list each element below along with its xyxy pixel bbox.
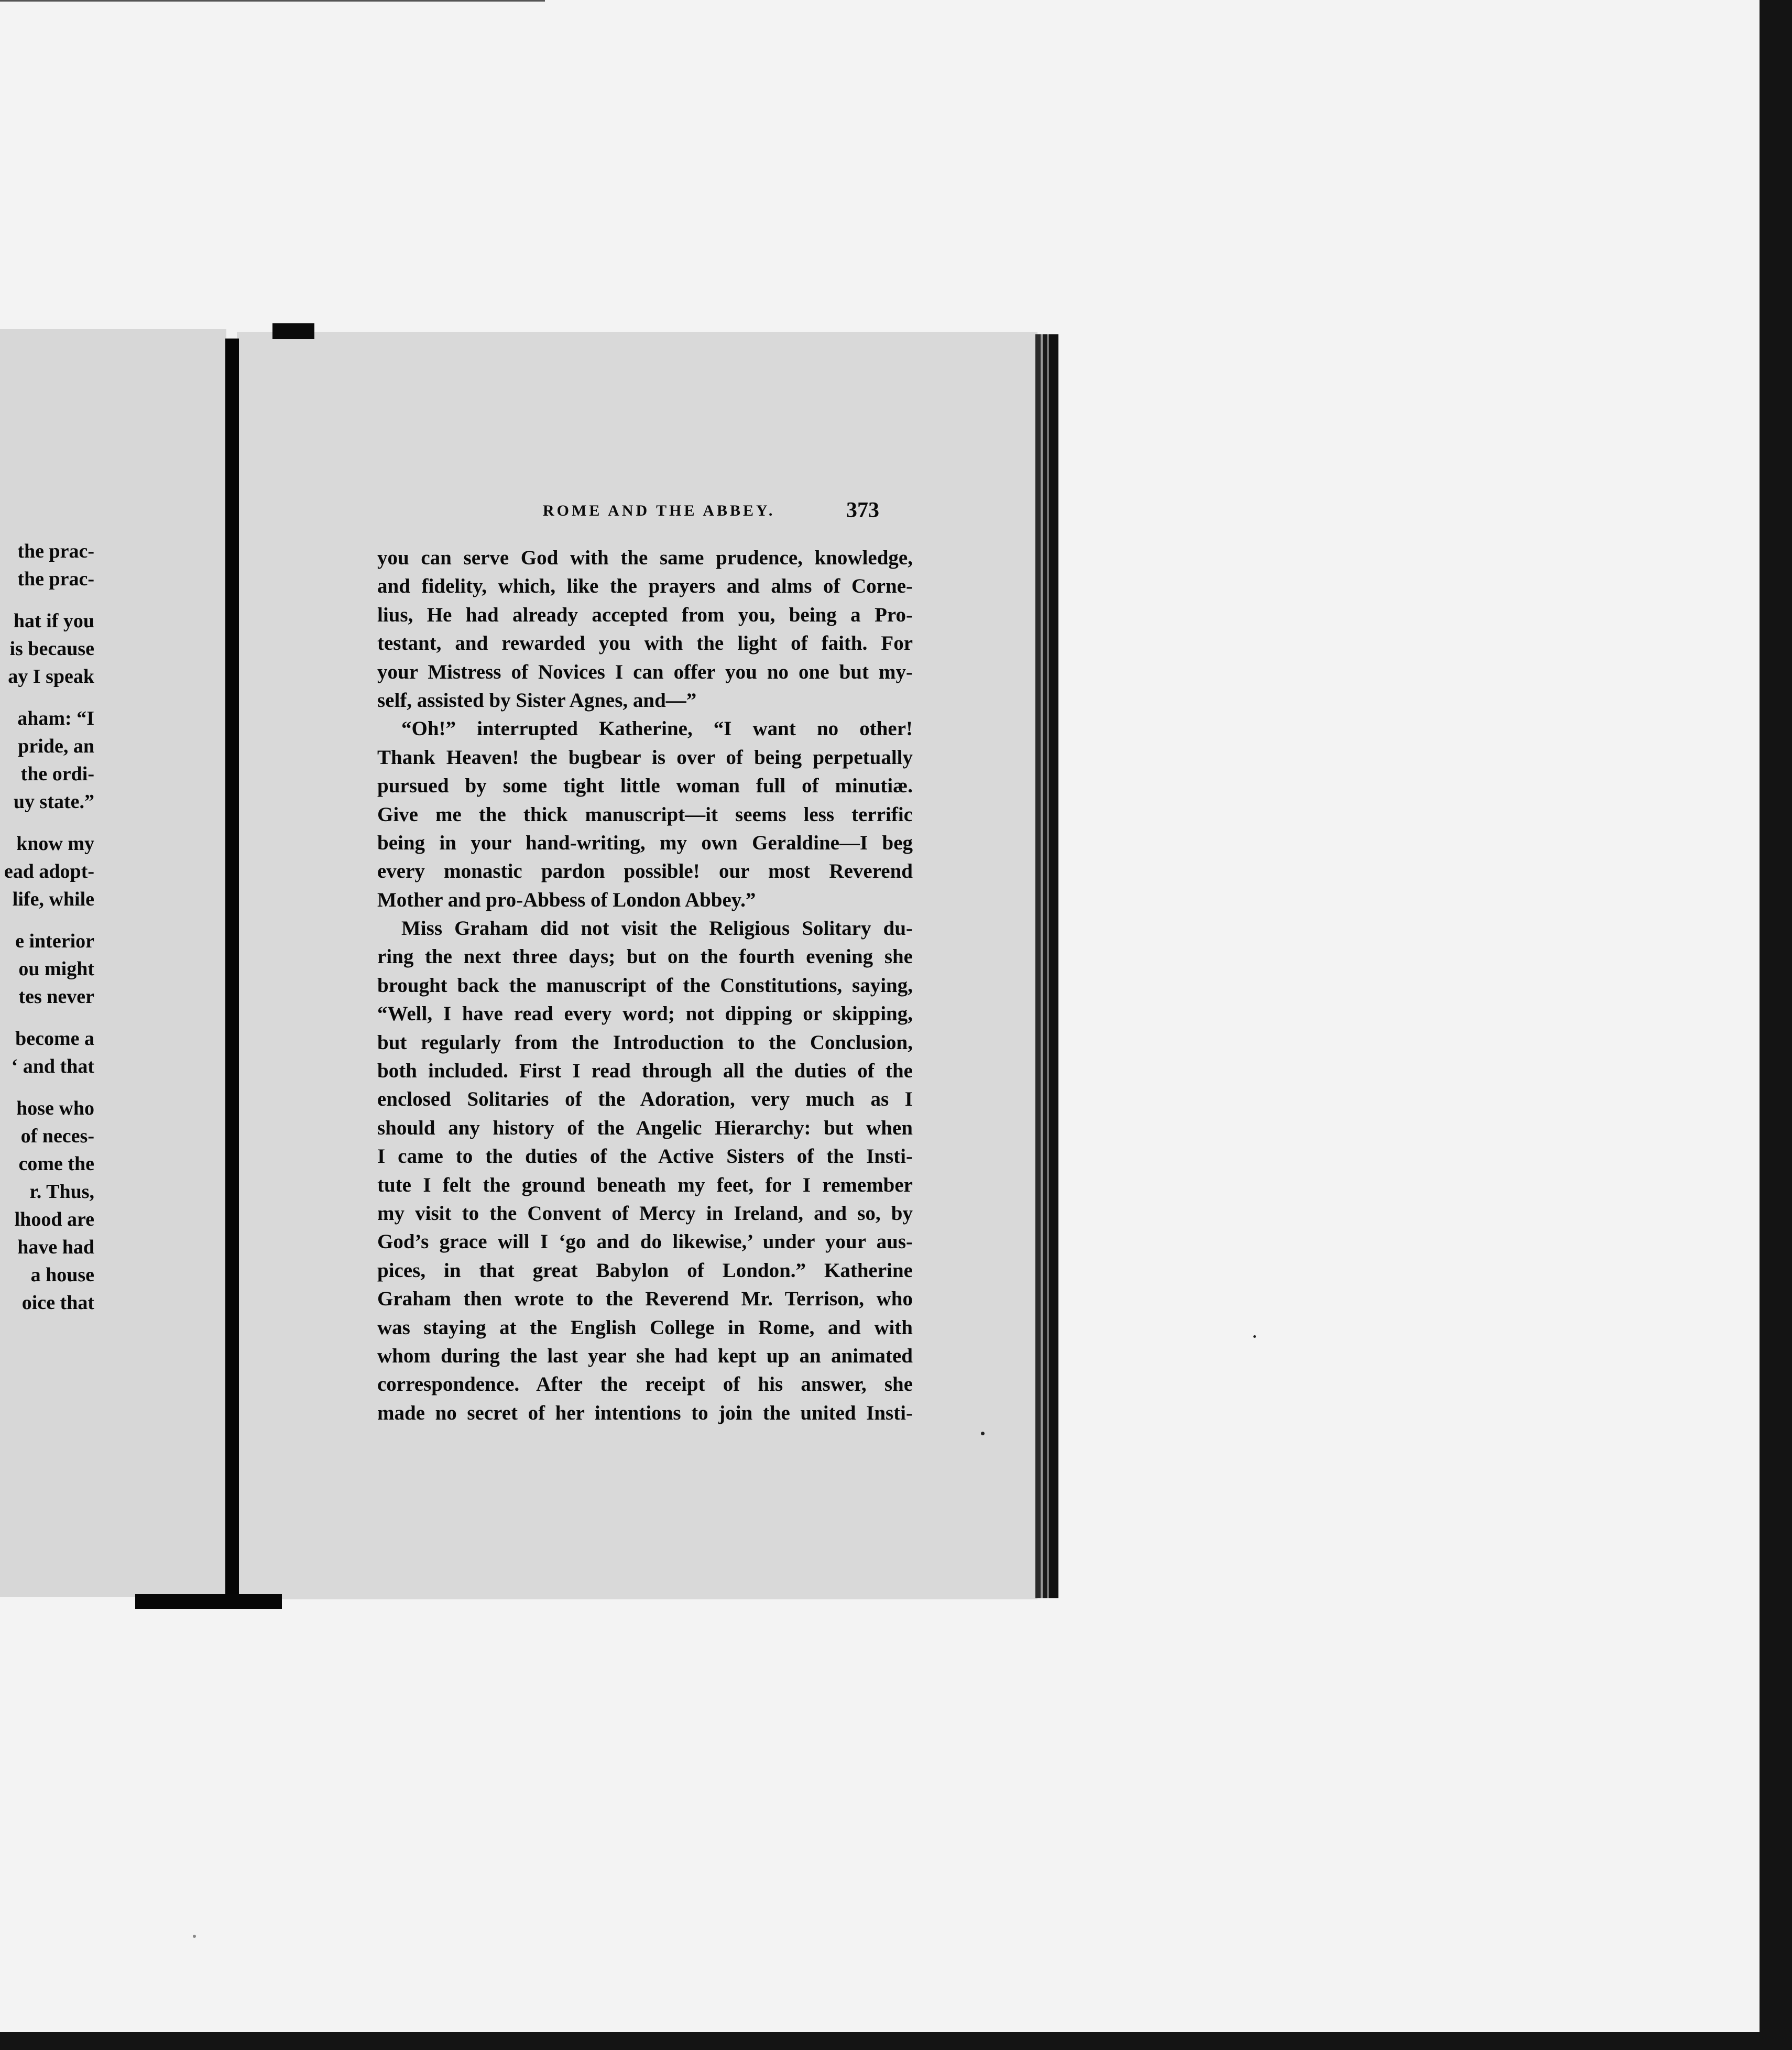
dust-speck	[1253, 1335, 1256, 1338]
text-line: Mother and pro-Abbess of London Abbey.”	[377, 888, 756, 911]
left-line: come the	[18, 1153, 94, 1175]
left-line: the prac-	[17, 568, 94, 590]
text-line: your Mistress of Novices I can offer you no one but my-	[377, 660, 913, 683]
text-line: Give me the thick manuscript—it seems less terrific	[377, 803, 913, 826]
left-line: the prac-	[17, 540, 94, 562]
left-line: r. Thus,	[29, 1181, 94, 1203]
scan-border-bottom	[0, 2032, 1792, 2050]
left-line: hose who	[16, 1097, 94, 1119]
left-line: of neces-	[20, 1125, 94, 1147]
dust-speck	[193, 1935, 196, 1938]
left-line: become a	[15, 1028, 94, 1050]
left-line: e interior	[15, 930, 94, 952]
text-line: tute I felt the ground beneath my feet, for I remember	[377, 1173, 913, 1196]
text-line: Miss Graham did not visit the Religious Solitary du-	[401, 917, 913, 940]
left-line: ay I speak	[8, 666, 94, 688]
text-line: enclosed Solitaries of the Adoration, very much as I	[377, 1088, 913, 1111]
page-number: 373	[846, 498, 879, 522]
text-line: testant, and rewarded you with the light of faith. For	[377, 632, 913, 655]
scan-top-edge	[0, 0, 545, 2]
left-line: aham: “I	[17, 707, 94, 729]
text-line: correspondence. After the receipt of his answer, she	[377, 1373, 913, 1396]
text-line: you can serve God with the same prudence, knowledge,	[377, 547, 913, 569]
left-line: ead adopt-	[4, 860, 94, 882]
text-line: but regularly from the Introduction to the Conclusion,	[377, 1031, 913, 1054]
text-line: made no secret of her intentions to join the united Insti-	[377, 1401, 913, 1424]
left-line: oice that	[21, 1292, 94, 1314]
text-line: was staying at the English College in Rome, and with	[377, 1316, 913, 1339]
left-page-text	[0, 538, 94, 1317]
text-line: should any history of the Angelic Hierarchy: but when	[377, 1116, 913, 1139]
left-line: life, while	[12, 888, 94, 910]
text-line: ring the next three days; but on the fourth evening she	[377, 945, 913, 968]
gutter-top-tab	[272, 323, 314, 339]
text-line: brought back the manuscript of the Constitutions, saying,	[377, 974, 913, 997]
left-line: hat if you	[13, 610, 94, 632]
left-line: pride, an	[18, 735, 94, 757]
text-line: God’s grace will I ‘go and do likewise,’ under your aus-	[377, 1230, 913, 1253]
text-line: I came to the duties of the Active Sisters of the Insti-	[377, 1145, 913, 1168]
left-line: ou might	[18, 958, 94, 980]
left-line: uy state.”	[13, 791, 94, 813]
text-line: Graham then wrote to the Reverend Mr. Terrison, who	[377, 1288, 913, 1311]
left-line: a house	[30, 1264, 94, 1286]
running-head: ROME AND THE ABBEY.	[543, 502, 775, 519]
left-page	[0, 329, 226, 1597]
left-line: is because	[9, 638, 94, 660]
text-line: pursued by some tight little woman full of minutiæ.	[377, 775, 913, 798]
page-body-text	[377, 544, 913, 1427]
text-line: pices, in that great Babylon of London.” Katherine	[377, 1259, 913, 1282]
text-line: lius, He had already accepted from you, being a Pro-	[377, 603, 913, 626]
text-line: self, assisted by Sister Agnes, and—”	[377, 689, 697, 712]
text-line: every monastic pardon possible! our most Reverend	[377, 860, 913, 883]
text-line: my visit to the Convent of Mercy in Ireland, and so, by	[377, 1202, 913, 1225]
left-line: the ordi-	[20, 763, 94, 785]
text-line: both included. First I read through all the duties of the	[377, 1060, 913, 1083]
left-line: tes never	[18, 986, 94, 1008]
text-line: “Oh!” interrupted Katherine, “I want no other!	[401, 717, 913, 740]
dust-speck	[981, 1432, 985, 1435]
text-line: Thank Heaven! the bugbear is over of being perpetually	[377, 746, 913, 769]
text-line: “Well, I have read every word; not dipping or skipping,	[377, 1002, 913, 1026]
text-line: whom during the last year she had kept up an animated	[377, 1344, 913, 1367]
left-line: lhood are	[14, 1208, 94, 1230]
scan-border-right	[1760, 0, 1792, 2050]
text-line: being in your hand-writing, my own Geraldine—I beg	[377, 831, 913, 854]
text-line: and fidelity, which, like the prayers and alms of Corne-	[377, 575, 913, 598]
left-line: have had	[17, 1236, 94, 1258]
gutter-foot-mark	[135, 1594, 282, 1609]
left-line: ‘ and that	[11, 1055, 94, 1077]
book-gutter	[225, 339, 239, 1600]
left-line: know my	[16, 833, 94, 855]
page-edges	[1035, 334, 1058, 1598]
